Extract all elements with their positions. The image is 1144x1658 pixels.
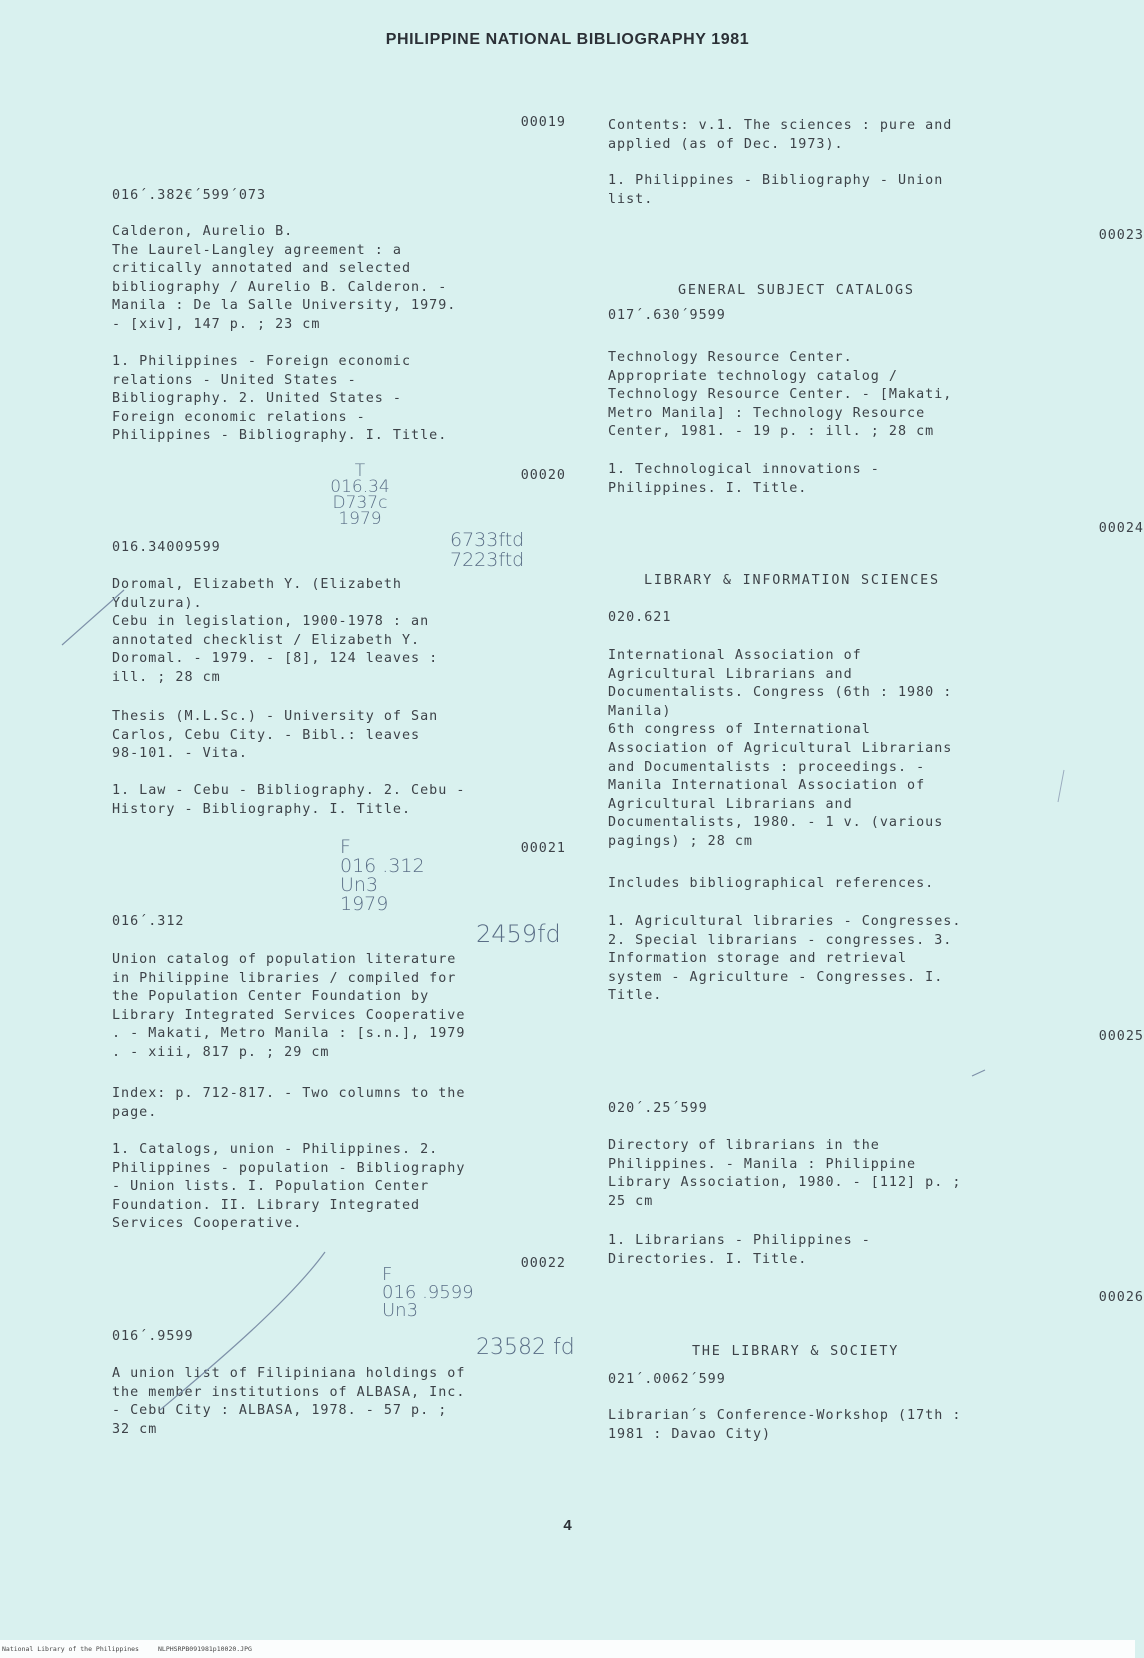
entry-description: Union catalog of population literature in Philippine libraries / compiled for the Population Center Foundation by Library Integrated Services Cooperative . - Makati, Metro Manila : [s.n.], 1979 . - xiii, 817 p. ; 29 cm <box>112 952 466 1060</box>
entry-note: Thesis (M.L.Sc.) - University of San Carlos, Cebu City. - Bibl.: leaves 98-101. - Vita. <box>112 709 439 762</box>
entry-subjects: 1. Librarians - Philippines - Directories. I. Title. <box>608 1233 871 1267</box>
entry-description: Technology Resource Center. Appropriate technology catalog / Technology Resource Center. - [Makati, Metro Manila] : Technology Resource Center, 1981. - 19 p. : ill. ; 28 cm <box>608 350 953 440</box>
entry-number-00023: 00023 <box>1098 228 1144 243</box>
entry-note: Index: p. 712-817. - Two columns to the page. <box>112 1086 466 1120</box>
classification-number: 020´.25´599 <box>608 1101 708 1116</box>
pencil-stroke <box>160 1252 325 1410</box>
classification-number: 016´.382€´599´073 <box>112 188 267 203</box>
pencil-stroke <box>1058 770 1064 802</box>
entry-description: Calderon, Aurelio B. The Laurel-Langley agreement : a critically annotated and selected bibliography / Aurelio B. Calderon. - Manila : De la Salle University, 1979. - [xiv], 147 p. ; 23 cm <box>112 224 457 332</box>
entry-contents: Contents: v.1. The sciences : pure and applied (as of Dec. 1973). <box>608 118 953 152</box>
entry-number-00025: 00025 <box>1098 1029 1144 1044</box>
classification-number: 016´.9599 <box>112 1329 194 1344</box>
classification-number: 021´.0062´599 <box>608 1372 726 1387</box>
entry-description: Directory of librarians in the Philippines. - Manila : Philippine Library Association, 1980. - [112] p. ; 25 cm <box>608 1138 962 1209</box>
entry-description: A union list of Filipiniana holdings of the member institutions of ALBASA, Inc. - Cebu City : ALBASA, 1978. - 57 p. ; 32 cm <box>112 1366 466 1437</box>
footer <box>0 1640 1135 1658</box>
handwritten-accession-number: 23582 fd <box>476 1335 575 1360</box>
entry-subjects: 1. Agricultural libraries - Congresses. 2. Special librarians - congresses. 3. Information storage and retrieval system - Agriculture - Congresses. I. Title. <box>608 914 962 1004</box>
pencil-stroke <box>62 590 124 645</box>
entry-description: Doromal, Elizabeth Y. (Elizabeth Ydulzura). Cebu in legislation, 1900-1978 : an annotated checklist / Elizabeth Y. Doromal. - 1979. - [8], 124 leaves : ill. ; 28 cm <box>112 577 439 685</box>
classification-number: 020.621 <box>608 610 672 625</box>
section-heading: GENERAL SUBJECT CATALOGS <box>678 283 915 298</box>
entry-number-00024: 00024 <box>1098 521 1144 536</box>
entry-number-00026: 00026 <box>1098 1290 1144 1305</box>
entry-number-00020: 00020 <box>520 468 566 483</box>
handwritten-accession-number: 2459fd <box>476 920 561 948</box>
entry-subjects: 1. Philippines - Foreign economic relations - United States - Bibliography. 2. United States - Foreign economic relations - Philippines - Bibliography. I. Title. <box>112 354 448 444</box>
handwritten-accession-number: 6733ftd 7223ftd <box>450 529 525 571</box>
entry-description: Librarian´s Conference-Workshop (17th : 1981 : Davao City) <box>608 1408 962 1442</box>
footer-filename: NLPHSRPB091981p10020.JPG <box>158 1645 252 1653</box>
handwritten-call-number: F 016 .312 Un3 1979 <box>340 836 425 915</box>
section-heading: LIBRARY & INFORMATION SCIENCES <box>644 573 940 588</box>
classification-number: 016´.312 <box>112 914 185 929</box>
handwritten-call-number: T 016.34 D737c 1979 <box>330 461 390 529</box>
page-number: 4 <box>563 1517 572 1534</box>
page-title: PHILIPPINE NATIONAL BIBLIOGRAPHY 1981 <box>385 31 750 48</box>
entry-number-00019: 00019 <box>520 115 566 130</box>
handwritten-call-number: F 016 .9599 Un3 <box>382 1264 474 1321</box>
entry-number-00022: 00022 <box>520 1256 566 1271</box>
section-heading: THE LIBRARY & SOCIETY <box>692 1344 900 1359</box>
entry-subjects: 1. Technological innovations - Philippines. I. Title. <box>608 462 880 496</box>
entry-subjects: 1. Philippines - Bibliography - Union list. <box>608 173 944 207</box>
classification-number: 017´.630´9599 <box>608 308 726 323</box>
footer-source: National Library of the Philippines <box>2 1645 139 1653</box>
entry-number-00021: 00021 <box>520 841 566 856</box>
entry-note: Includes bibliographical references. <box>608 876 935 891</box>
pencil-stroke <box>972 1070 985 1076</box>
entry-subjects: 1. Catalogs, union - Philippines. 2. Philippines - population - Bibliography - Union lists. I. Population Center Foundation. II. Library Integrated Services Cooperative. <box>112 1142 466 1232</box>
entry-subjects: 1. Law - Cebu - Bibliography. 2. Cebu - History - Bibliography. I. Title. <box>112 783 466 817</box>
classification-number: 016.34009599 <box>112 540 221 555</box>
entry-description: International Association of Agricultural Librarians and Documentalists. Congress (6th : 1980 : Manila) 6th congress of International Association of Agricultural Librarians and Documentalists : proceedings. - Manila International Association of Agricultural Librarians and Documentalists, 1980. - 1 v. (various pagings) ; 28 cm <box>608 648 953 849</box>
